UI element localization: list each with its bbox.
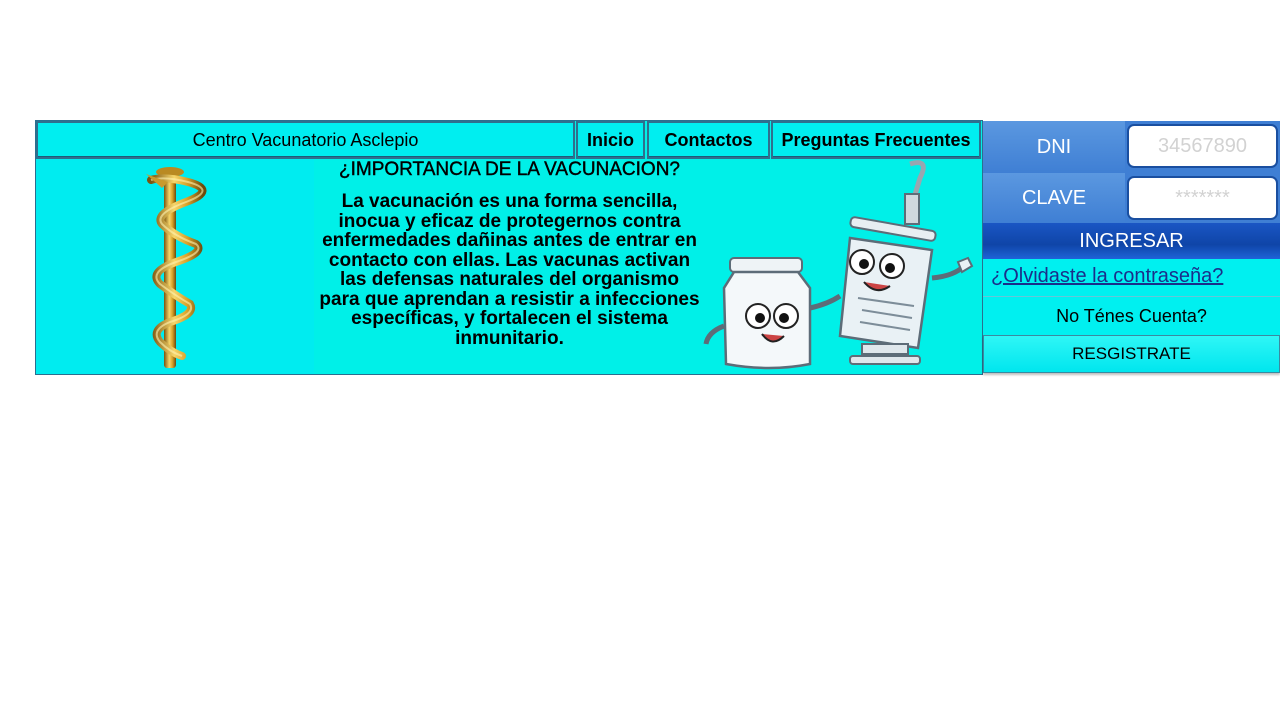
- article: [318, 158, 701, 348]
- vaccine-mascot-illustration: [700, 158, 982, 374]
- nav-inicio[interactable]: Inicio: [576, 121, 645, 159]
- register-button[interactable]: RESGISTRATE: [983, 335, 1280, 373]
- forgot-password-row: [983, 259, 1280, 297]
- nav-contactos[interactable]: Contactos: [647, 121, 770, 159]
- dni-field-wrap: [1125, 121, 1280, 173]
- site-title: Centro Vacunatorio Asclepio: [36, 121, 575, 159]
- rod-of-asclepius-icon: [36, 158, 314, 374]
- forgot-password-link[interactable]: ¿Olvidaste la contraseña?: [991, 265, 1224, 287]
- ingresar-button[interactable]: INGRESAR: [983, 223, 1280, 259]
- article-title: ¿IMPORTANCIA DE LA VACUNACION?: [338, 159, 681, 180]
- no-account-text: No Ténes Cuenta?: [983, 297, 1280, 335]
- dni-label: DNI: [983, 121, 1125, 173]
- dni-input[interactable]: [1127, 124, 1278, 168]
- nav-preguntas-frecuentes[interactable]: Preguntas Frecuentes: [771, 121, 981, 159]
- clave-input[interactable]: [1127, 176, 1278, 220]
- clave-field-wrap: [1125, 173, 1280, 223]
- clave-label: CLAVE: [983, 173, 1125, 223]
- logo-area: [36, 158, 314, 374]
- article-body: La vacunación es una forma sencilla, inocua y eficaz de protegernos contra enfermedades dañinas antes de entrar en contacto con ellas. Las vacunas activan las defensas naturales del organismo para que aprendan a resistir a infecciones específicas, y fortalecen el sistema inmunitario.: [319, 191, 700, 349]
